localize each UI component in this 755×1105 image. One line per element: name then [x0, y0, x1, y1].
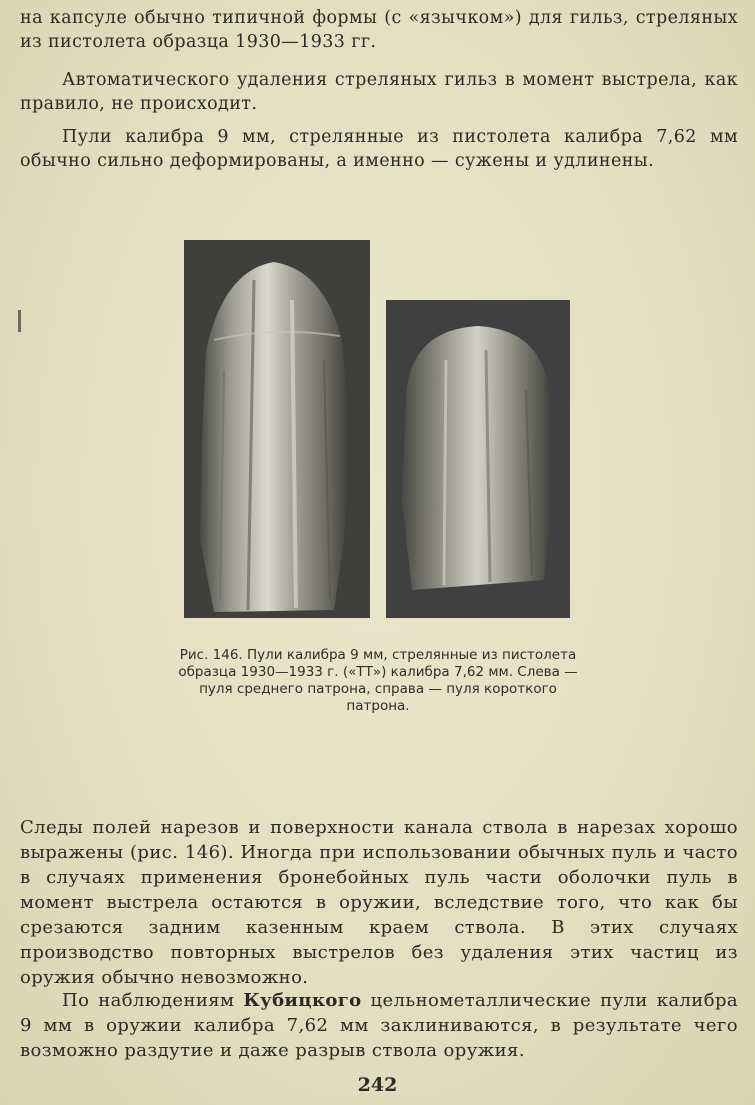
bullet-photo-left	[184, 240, 370, 618]
page-number: 242	[357, 1074, 398, 1096]
bullet-photo-right	[386, 300, 570, 618]
paragraph-5-start: По наблюдениям	[62, 990, 244, 1011]
paragraph-4: Следы полей нарезов и поверхности канала ствола в нарезах хорошо выражены (рис. 146). Иногда при использовании обычных пуль и часто в случаях применения бронебойных пуль части оболочки пуль в момент выстрела остаются в оружии, вследствие того, что как бы срезаются задним казенным краем ствола. В этих случаях производство повторных выстрелов без удаления этих частиц из оружия обычно невозможно.	[20, 817, 738, 988]
paragraph-3: Пули калибра 9 мм, стрелянные из пистолета калибра 7,62 мм обычно сильно деформированы, а именно — сужены и удлинены.	[20, 127, 738, 171]
paragraph-1: на капсуле обычно типичной формы (с «язычком») для гильз, стреляных из пистолета образца 1930—1933 гг.	[20, 8, 738, 52]
paragraph-5	[20, 988, 738, 1063]
author-name: Кубицкого	[243, 990, 362, 1011]
figure-caption: Рис. 146. Пули калибра 9 мм, стрелянные из пистолета образца 1930—1933 г. («ТТ») калибра 7,62 мм. Слева — пуля среднего патрона, справа — пуля короткого патрона.	[178, 647, 578, 714]
margin-mark	[18, 310, 21, 332]
paragraph-5-end: цельнометаллические пули калибра 9 мм в оружии калибра 7,62 мм заклиниваются, в результате чего возможно раздутие и даже разрыв ствола оружия.	[20, 990, 738, 1061]
paragraph-2: Автоматического удаления стреляных гильз в момент выстрела, как правило, не происходит.	[20, 70, 738, 114]
